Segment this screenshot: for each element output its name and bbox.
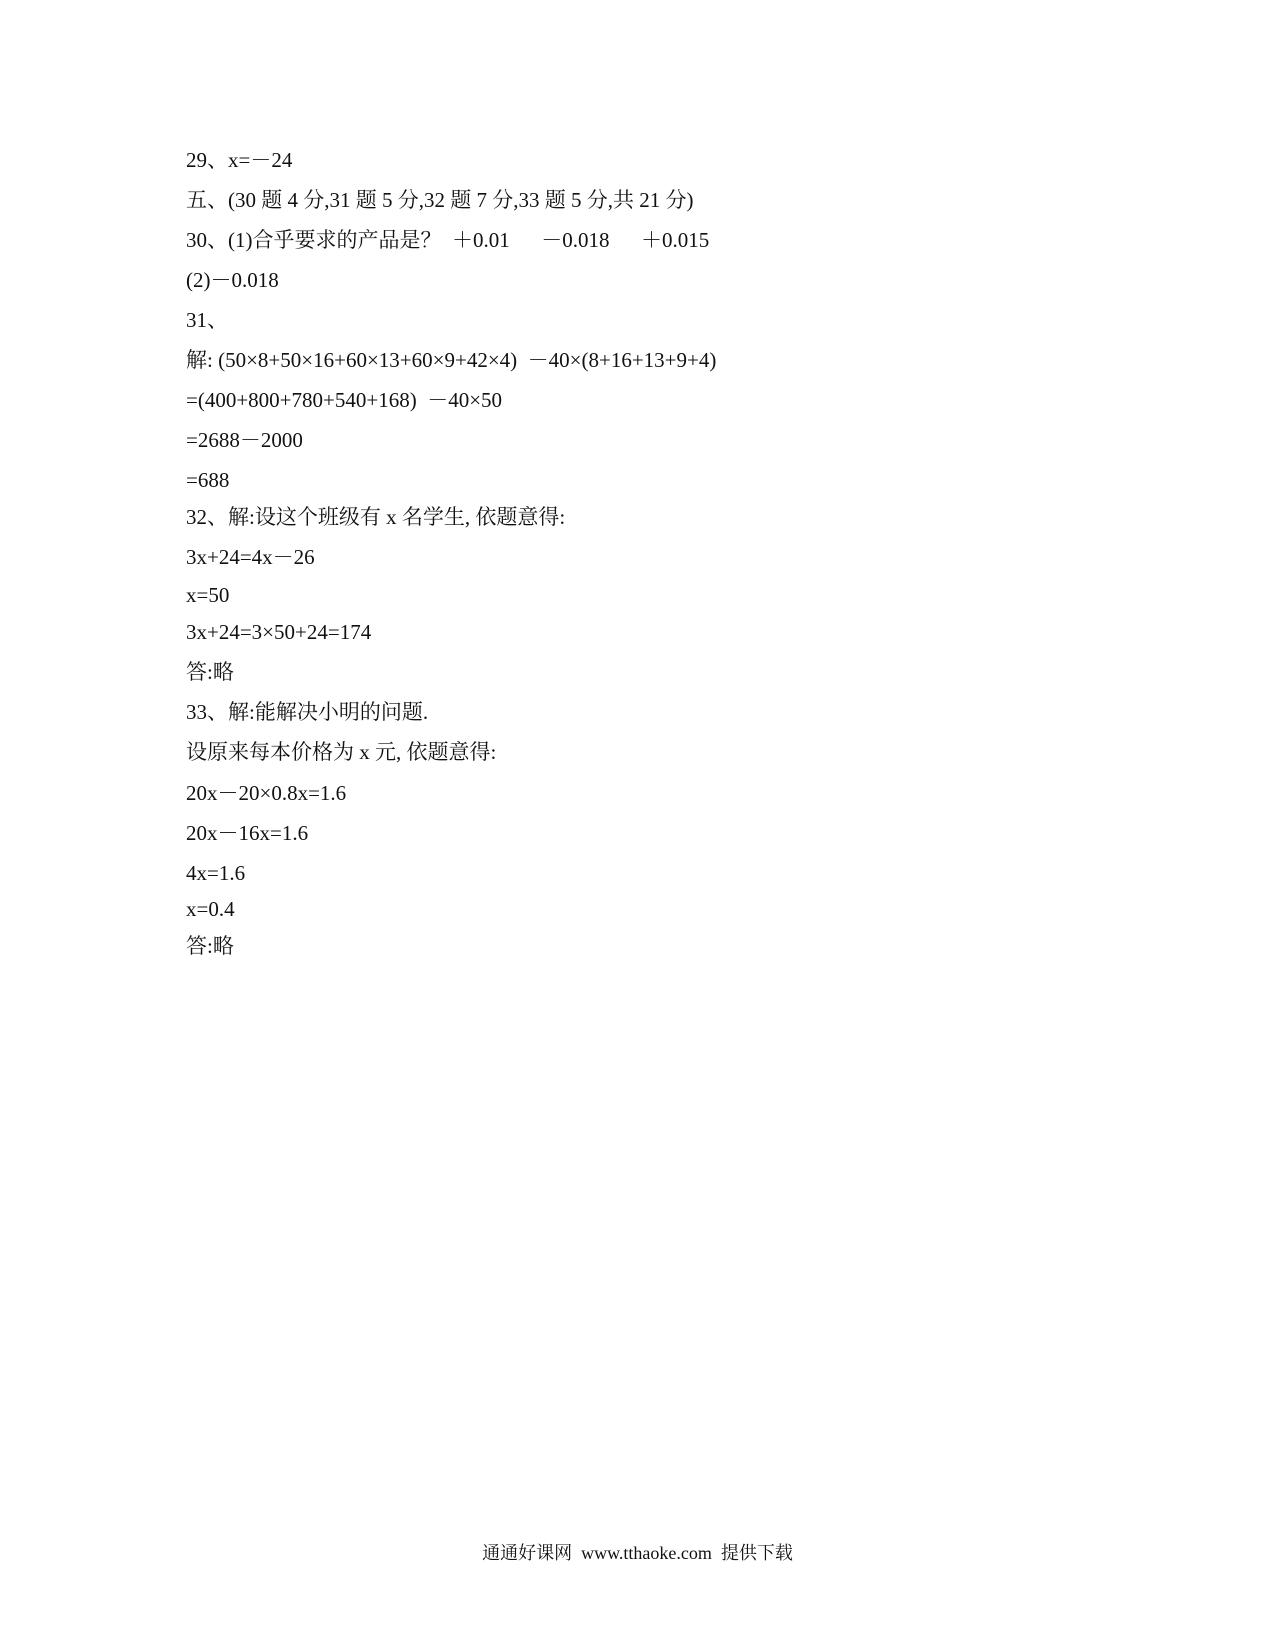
answer-30-part-1: 30、(1)合乎要求的产品是？ ＋0.01 －0.018 ＋0.015	[186, 228, 710, 252]
answer-32-step-2: x=50	[186, 583, 230, 607]
answer-33-step-4: x=0.4	[186, 897, 235, 921]
answer-31-heading: 31、	[186, 308, 228, 332]
answer-32-conclusion: 答:略	[186, 660, 234, 684]
answer-33-conclusion: 答:略	[186, 934, 234, 958]
answer-31-step-1: 解: (50×8+50×16+60×13+60×9+42×4) －40×(8+16+13+9+4)	[186, 348, 717, 372]
answer-33-heading: 33、解:能解决小明的问题.	[186, 700, 429, 724]
answer-32-step-1: 3x+24=4x－26	[186, 545, 315, 569]
answer-32-heading: 32、解:设这个班级有 x 名学生, 依题意得:	[186, 505, 566, 529]
answer-33-step-3: 4x=1.6	[186, 861, 246, 885]
answer-32-step-3: 3x+24=3×50+24=174	[186, 620, 372, 644]
page-footer: 通通好课网 www.tthaoke.com 提供下载	[482, 1543, 793, 1563]
answer-31-step-3: =2688－2000	[186, 428, 303, 452]
answer-33-step-2: 20x－16x=1.6	[186, 821, 309, 845]
section-five-heading: 五、(30 题 4 分,31 题 5 分,32 题 7 分,33 题 5 分,共 21 分)	[186, 188, 694, 212]
answer-30-part-2: (2)－0.018	[186, 268, 279, 292]
answer-31-step-4: =688	[186, 468, 230, 492]
answer-33-step-1: 20x－20×0.8x=1.6	[186, 781, 347, 805]
answer-31-step-2: =(400+800+780+540+168) －40×50	[186, 388, 503, 412]
answer-33-setup: 设原来每本价格为 x 元, 依题意得:	[186, 740, 497, 764]
answer-content	[186, 148, 1086, 958]
answer-29: 29、x=－24	[186, 148, 293, 172]
